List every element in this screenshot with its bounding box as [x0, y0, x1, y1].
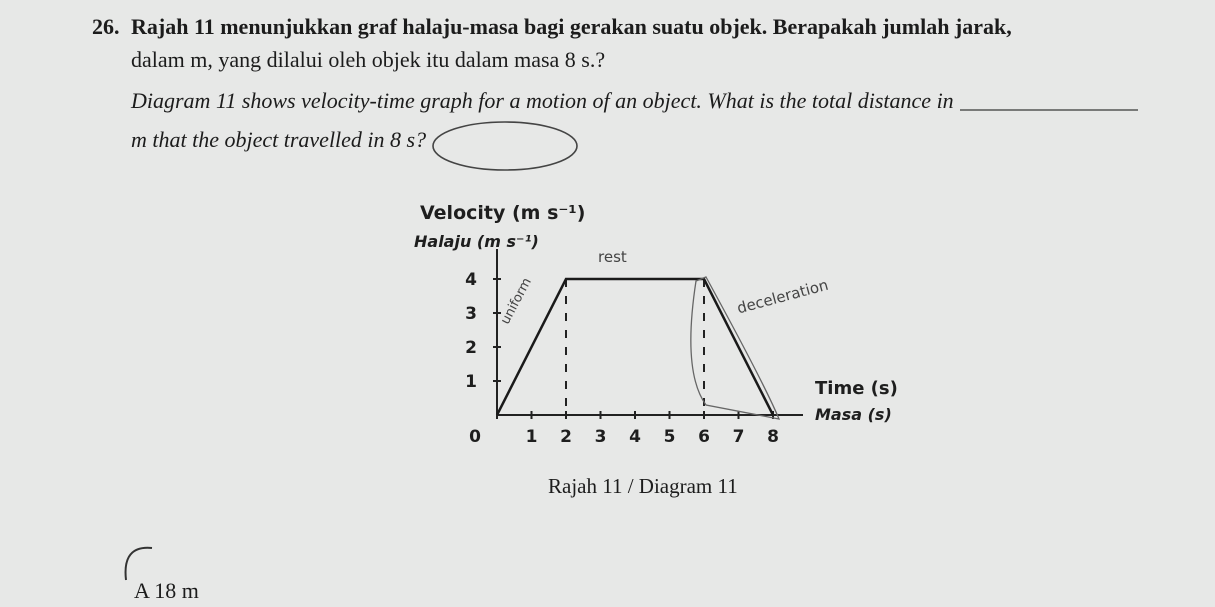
y-axis-label-ms: Halaju (m s⁻¹) — [414, 232, 539, 251]
x-tick-label-1: 1 — [525, 427, 538, 447]
y-tick-label-4: 4 — [465, 270, 477, 290]
question-number: 26. — [92, 14, 120, 39]
y-tick-label-2: 2 — [465, 338, 477, 358]
handwriting-rest: rest — [598, 248, 627, 266]
x-tick-label-0: 0 — [469, 427, 481, 447]
y-tick-label-3: 3 — [465, 304, 477, 324]
x-tick-label-2: 2 — [560, 427, 572, 447]
option-a-text: 18 m — [154, 578, 199, 603]
x-tick-label-5: 5 — [663, 427, 676, 447]
handwriting-deceleration: deceleration — [735, 275, 831, 318]
option-a-letter: A — [134, 578, 149, 603]
question-english-line-2: m that the object travelled in 8 s? — [131, 127, 427, 152]
x-tick-label-3: 3 — [594, 427, 607, 447]
option-a[interactable] — [134, 578, 199, 604]
diagram-caption: Rajah 11 / Diagram 11 — [548, 474, 738, 498]
velocity-series-line — [497, 279, 773, 415]
question-malay-line-2: dalam m, yang dilalui oleh objek itu dalam masa 8 s.? — [131, 47, 606, 72]
x-axis-label-en: Time (s) — [815, 378, 898, 399]
y-tick-label-1: 1 — [465, 372, 477, 392]
x-tick-label-7: 7 — [732, 427, 745, 447]
handwriting-uniform: uniform — [498, 275, 535, 328]
question-english-line-1: Diagram 11 shows velocity-time graph for a motion of an object. What is the total distance in — [131, 88, 954, 113]
question-malay-line-1: Rajah 11 menunjukkan graf halaju-masa bagi gerakan suatu objek. Berapakah jumlah jarak, — [131, 14, 1012, 39]
x-tick-label-4: 4 — [629, 427, 641, 447]
y-axis-label-en: Velocity (m s⁻¹) — [420, 202, 586, 224]
x-tick-label-8: 8 — [767, 427, 779, 447]
x-axis-label-ms: Masa (s) — [815, 405, 892, 424]
x-tick-label-6: 6 — [698, 427, 710, 447]
